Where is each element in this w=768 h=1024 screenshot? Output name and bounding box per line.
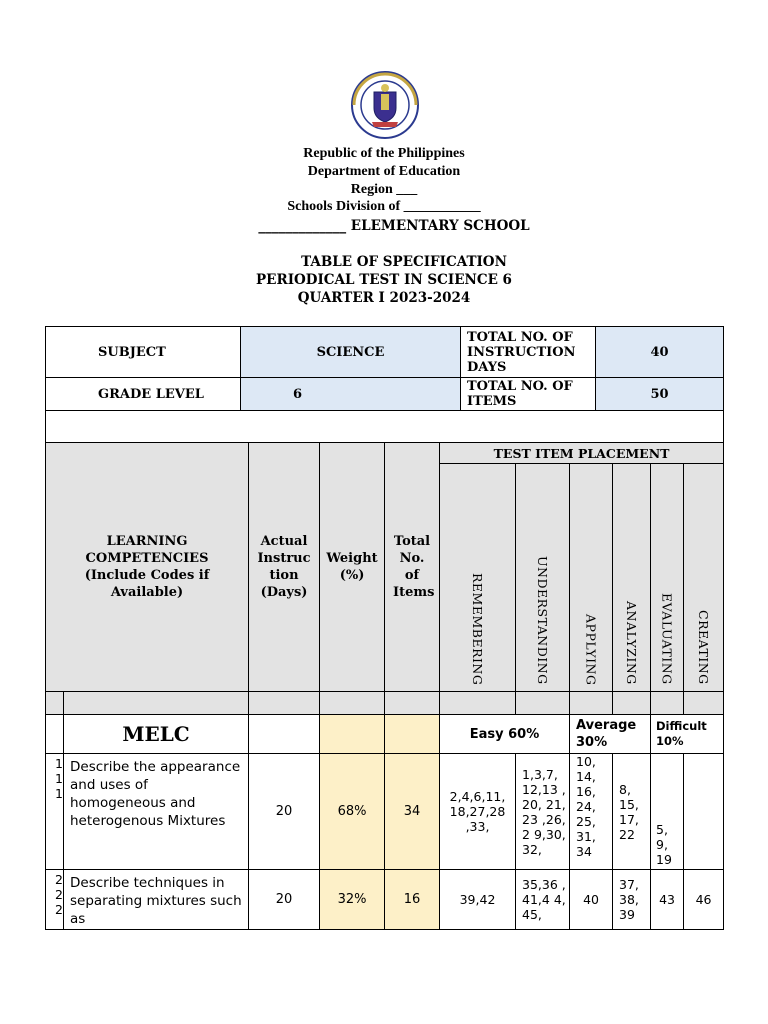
days-label: TOTAL NO. OF INSTRUCTION DAYS	[461, 327, 596, 378]
row-items: 34	[385, 754, 440, 870]
table-row	[46, 870, 724, 930]
col-understanding: UNDERSTANDING	[516, 464, 570, 692]
days-value: 40	[596, 327, 724, 378]
difficulty-average: Average 30%	[570, 715, 651, 754]
difficulty-easy: Easy 60%	[440, 715, 570, 754]
title-tos: TABLE OF SPECIFICATION	[301, 254, 507, 270]
gray-separator-row	[46, 692, 724, 715]
subject-label: SUBJECT	[46, 327, 241, 378]
col-test-item-placement: TEST ITEM PLACEMENT	[440, 443, 724, 464]
spacer-row	[46, 411, 724, 443]
melc-label: MELC	[64, 715, 249, 754]
header-division: Schools Division of ___________	[287, 199, 481, 214]
row-analyzing: 37, 38, 39	[613, 870, 651, 930]
row-weight: 68%	[320, 754, 385, 870]
row-days: 20	[249, 870, 320, 930]
title-periodical: PERIODICAL TEST IN SCIENCE 6	[256, 272, 512, 288]
row-code: 2 2 2	[46, 870, 64, 930]
header-school: _____________ ELEMENTARY SCHOOL	[258, 218, 530, 234]
items-value: 50	[596, 378, 724, 411]
row-creating: 46	[684, 870, 724, 930]
header-region: Region ___	[350, 182, 418, 197]
col-actual-days: Actual Instruc tion (Days)	[249, 443, 320, 692]
row-days: 20	[249, 754, 320, 870]
col-remembering: REMEMBERING	[440, 464, 516, 692]
col-total-items: Total No. of Items	[385, 443, 440, 692]
col-evaluating: EVALUATING	[651, 464, 684, 692]
deped-seal	[350, 70, 420, 140]
col-competencies: LEARNING COMPETENCIES (Include Codes if Available)	[46, 443, 249, 692]
col-weight: Weight (%)	[320, 443, 385, 692]
subject-value: SCIENCE	[241, 327, 461, 378]
row-competency: Describe techniques in separating mixtures such as	[64, 870, 249, 930]
col-applying: APPLYING	[570, 464, 613, 692]
info-table	[45, 326, 724, 443]
table-row	[46, 754, 724, 870]
row-analyzing: 8, 15, 17, 22	[613, 754, 651, 870]
col-analyzing: ANALYZING	[613, 464, 651, 692]
col-creating: CREATING	[684, 464, 724, 692]
row-creating	[684, 754, 724, 870]
grade-label: GRADE LEVEL	[46, 378, 241, 411]
title-quarter: QUARTER I 2023-2024	[297, 290, 471, 306]
row-items: 16	[385, 870, 440, 930]
row-remembering: 2,4,6,11, 18,27,28 ,33,	[440, 754, 516, 870]
melc-code-cell	[46, 715, 64, 754]
row-evaluating: 43	[651, 870, 684, 930]
row-understanding: 35,36 ,41,4 4,45,	[516, 870, 570, 930]
items-label: TOTAL NO. OF ITEMS	[461, 378, 596, 411]
row-applying: 40	[570, 870, 613, 930]
row-code: 1 1 1	[46, 754, 64, 870]
row-remembering: 39,42	[440, 870, 516, 930]
row-evaluating: 5, 9, 19	[651, 754, 684, 870]
row-understanding: 1,3,7, 12,13 ,20, 21,23 ,26,2 9,30, 32,	[516, 754, 570, 870]
header-department: Department of Education	[307, 164, 461, 179]
grade-value: 6	[241, 378, 461, 411]
row-competency: Describe the appearance and uses of homogeneous and heterogenous Mixtures	[64, 754, 249, 870]
header-republic: Republic of the Philippines	[303, 146, 465, 161]
row-applying: 10, 14, 16, 24, 25, 31, 34	[570, 754, 613, 870]
difficulty-difficult: Difficult 10%	[651, 715, 724, 754]
spec-table	[45, 442, 724, 930]
row-weight: 32%	[320, 870, 385, 930]
